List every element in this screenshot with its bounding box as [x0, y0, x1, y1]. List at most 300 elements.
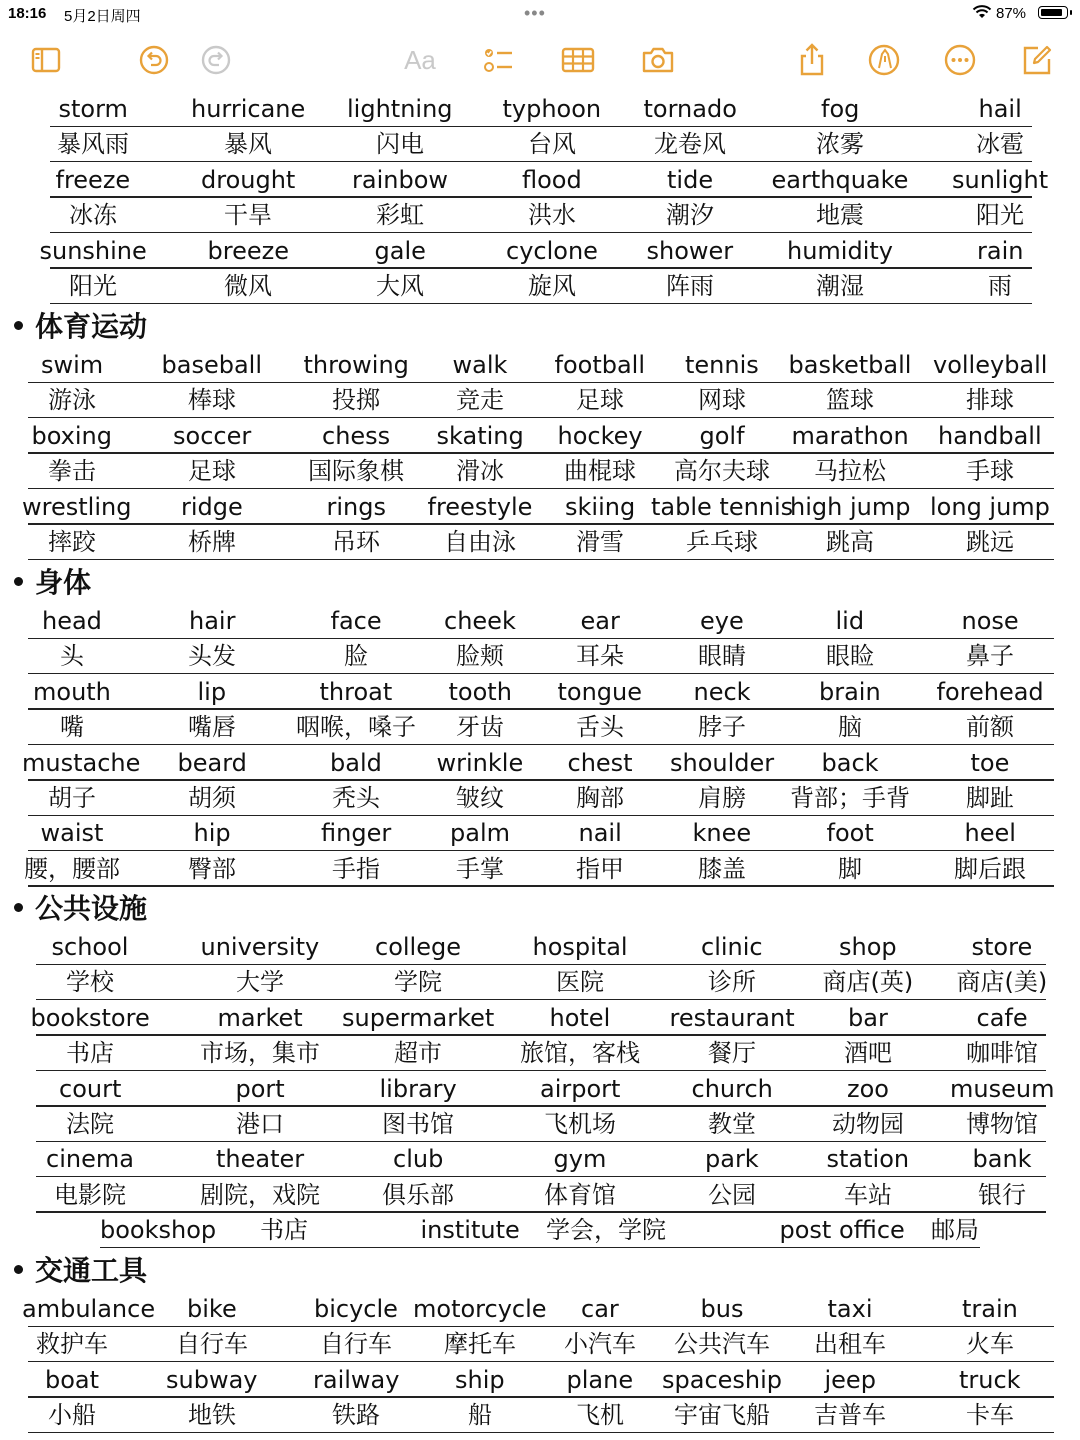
translation-cell: 脖子 — [698, 713, 746, 742]
vocab-cell: cyclone — [506, 236, 598, 265]
translation-cell: 摔跤 — [48, 528, 96, 556]
vocab-cell: heel — [964, 819, 1016, 848]
vocab-cell: foot — [826, 819, 874, 848]
section-title: 体育运动 — [35, 310, 148, 343]
vocab-cell: school — [51, 933, 129, 961]
vocab-cell: high jump — [790, 492, 911, 521]
translation-cell: 小汽车 — [564, 1330, 636, 1359]
vocab-cell: institute — [420, 1216, 520, 1245]
translation-cell: 吉普车 — [814, 1401, 886, 1430]
translation-cell: 棒球 — [188, 386, 236, 415]
translation-cell: 大风 — [376, 272, 424, 300]
vocab-cell: jeep — [824, 1365, 876, 1394]
vocab-cell: spaceship — [662, 1365, 783, 1394]
vocab-cell: supermarket — [342, 1003, 495, 1032]
vocab-cell: mustache — [22, 748, 141, 777]
vocab-cell: gale — [374, 236, 426, 265]
vocab-cell: brain — [819, 677, 881, 706]
translation-cell: 洪水 — [528, 201, 576, 230]
translation-cell: 旋风 — [528, 272, 576, 300]
vocab-cell: long jump — [930, 492, 1050, 521]
translation-cell: 脸 — [344, 642, 368, 671]
translation-cell: 微风 — [224, 272, 272, 300]
translation-cell: 马拉松 — [814, 457, 886, 486]
translation-cell: 彩虹 — [376, 201, 424, 230]
vocab-cell: airport — [540, 1074, 621, 1103]
vocab-cell: store — [971, 933, 1033, 961]
translation-cell: 火车 — [966, 1330, 1014, 1359]
vocab-cell: bicycle — [314, 1295, 398, 1323]
translation-cell: 吊环 — [332, 528, 380, 556]
vocab-cell: baseball — [161, 351, 262, 379]
translation-cell: 冰冻 — [69, 201, 117, 230]
translation-cell: 市场，集市 — [200, 1039, 320, 1068]
translation-cell: 嘴 — [60, 713, 84, 742]
translation-cell: 自行车 — [176, 1330, 248, 1359]
vocab-cell: 邮局 — [931, 1216, 979, 1245]
translation-cell: 背部；手背 — [790, 784, 910, 812]
translation-cell: 台风 — [528, 130, 576, 159]
translation-cell: 摩托车 — [444, 1330, 516, 1359]
translation-cell: 暴风 — [224, 130, 272, 159]
translation-cell: 体育馆 — [544, 1180, 616, 1209]
translation-cell: 国际象棋 — [308, 457, 404, 486]
section-heading — [14, 1252, 147, 1290]
translation-cell: 耳朵 — [576, 642, 624, 671]
translation-cell: 跳高 — [826, 528, 874, 556]
translation-cell: 足球 — [188, 457, 236, 486]
translation-cell: 滑冰 — [456, 457, 504, 486]
translation-cell: 跳远 — [966, 528, 1014, 556]
translation-cell: 商店(英) — [822, 968, 914, 997]
section-title: 公共设施 — [35, 892, 148, 925]
vocab-cell: cafe — [976, 1003, 1028, 1032]
translation-cell: 乒乓球 — [686, 528, 758, 556]
translation-cell: 手指 — [332, 854, 380, 883]
vocab-cell: lip — [197, 677, 227, 706]
translation-cell: 投掷 — [332, 386, 380, 415]
vocab-cell: neck — [693, 677, 751, 706]
translation-row — [0, 1398, 1080, 1433]
translation-cell: 船 — [468, 1401, 492, 1430]
word-row — [0, 1072, 1080, 1107]
translation-cell: 港口 — [236, 1110, 284, 1138]
translation-cell: 公共汽车 — [674, 1330, 770, 1359]
status-time: 18:16 — [8, 5, 47, 22]
vocab-cell: hail — [978, 95, 1022, 123]
translation-cell: 法院 — [66, 1110, 114, 1138]
vocab-cell: fog — [821, 95, 860, 123]
vocab-cell: forehead — [936, 677, 1044, 706]
translation-row — [0, 1327, 1080, 1362]
translation-cell: 卡车 — [966, 1401, 1014, 1430]
translation-cell: 救护车 — [36, 1330, 108, 1359]
translation-cell: 酒吧 — [844, 1039, 892, 1068]
section-title: 身体 — [35, 566, 92, 599]
vocab-cell: marathon — [791, 421, 909, 450]
translation-cell: 滑雪 — [576, 528, 624, 556]
translation-cell: 地震 — [816, 201, 864, 230]
translation-cell: 游泳 — [48, 386, 96, 415]
vocab-cell: tooth — [448, 677, 512, 706]
vocab-cell: swim — [41, 351, 104, 379]
status-date: 5月2日周四 — [64, 8, 141, 25]
vocab-cell: shower — [646, 236, 734, 265]
vocab-cell: cinema — [46, 1145, 134, 1174]
translation-cell: 嘴唇 — [188, 713, 236, 742]
translation-cell: 脑 — [838, 713, 862, 742]
translation-row — [0, 1178, 1080, 1213]
vocab-cell: market — [217, 1003, 303, 1032]
translation-cell: 自由泳 — [444, 528, 516, 556]
weather-translation-row — [0, 198, 1080, 233]
vocab-cell: skating — [436, 421, 524, 450]
word-row — [0, 604, 1080, 639]
weather-word-row — [0, 163, 1080, 198]
weather-translation-row — [0, 269, 1080, 304]
underline-rule — [28, 559, 1054, 561]
underline-rule — [50, 303, 1032, 305]
translation-cell: 咽喉，嗓子 — [296, 713, 416, 742]
translation-cell: 拳击 — [48, 457, 96, 486]
vocab-cell: 学会，学院 — [546, 1216, 666, 1245]
translation-cell: 曲棍球 — [564, 457, 636, 486]
vocab-cell: freestyle — [427, 492, 533, 521]
vocab-cell: hospital — [532, 933, 628, 961]
translation-cell: 宇宙飞船 — [674, 1401, 770, 1430]
vocab-cell: mouth — [33, 677, 111, 706]
translation-cell: 动物园 — [832, 1110, 904, 1138]
translation-cell: 脚后跟 — [954, 854, 1026, 883]
word-row — [0, 675, 1080, 710]
translation-cell: 腰，腰部 — [24, 854, 120, 883]
vocab-cell: train — [962, 1295, 1018, 1323]
translation-cell: 大学 — [236, 968, 284, 997]
vocab-cell: hotel — [549, 1003, 611, 1032]
section-heading — [14, 308, 147, 346]
vocab-cell: breeze — [207, 236, 289, 265]
translation-cell: 公园 — [708, 1180, 756, 1209]
translation-cell: 学校 — [66, 968, 114, 997]
translation-cell: 秃头 — [332, 784, 380, 812]
translation-cell: 竞走 — [456, 386, 504, 415]
translation-cell: 商店(美) — [956, 968, 1048, 997]
vocab-cell: 书店 — [260, 1216, 308, 1245]
vocab-cell: taxi — [827, 1295, 873, 1323]
translation-cell: 前额 — [966, 713, 1014, 742]
vocab-cell: throwing — [303, 351, 409, 379]
format-text-icon: Aa — [404, 44, 436, 75]
vocab-cell: bike — [187, 1295, 237, 1323]
section-heading — [14, 564, 91, 602]
vocab-cell: shop — [839, 933, 897, 961]
vocab-cell: theater — [216, 1145, 305, 1174]
underline-rule — [28, 885, 1054, 887]
vocab-cell: skiing — [565, 492, 636, 521]
translation-cell: 篮球 — [826, 386, 874, 415]
translation-cell: 飞机 — [576, 1401, 624, 1430]
vocab-cell: rainbow — [352, 165, 448, 194]
word-row — [0, 930, 1080, 965]
translation-cell: 出租车 — [814, 1330, 886, 1359]
vocab-cell: ear — [580, 607, 620, 635]
translation-cell: 阳光 — [976, 201, 1024, 230]
translation-cell: 闪电 — [376, 130, 424, 159]
translation-cell: 胡子 — [48, 784, 96, 812]
translation-cell: 眼睑 — [826, 642, 874, 671]
vocab-cell: soccer — [173, 421, 252, 450]
vocab-cell: typhoon — [502, 95, 602, 123]
word-row — [0, 816, 1080, 851]
translation-cell: 鼻子 — [966, 642, 1014, 671]
vocab-cell: chess — [322, 421, 391, 450]
translation-cell: 铁路 — [332, 1401, 380, 1430]
vocab-cell: club — [393, 1145, 444, 1174]
translation-cell: 自行车 — [320, 1330, 392, 1359]
translation-cell: 小船 — [48, 1401, 96, 1430]
word-row — [0, 419, 1080, 454]
vocab-cell: restaurant — [669, 1003, 795, 1032]
translation-cell: 银行 — [978, 1180, 1026, 1209]
translation-cell: 图书馆 — [382, 1110, 454, 1138]
vocab-cell: nail — [578, 819, 622, 848]
vocab-cell: football — [554, 351, 646, 379]
translation-cell: 干旱 — [224, 201, 272, 230]
vocab-cell: humidity — [787, 236, 893, 265]
vocab-cell: sunshine — [39, 236, 147, 265]
word-row — [0, 490, 1080, 525]
underline-rule — [28, 1432, 1054, 1434]
section-heading — [14, 890, 147, 928]
vocab-cell: drought — [201, 165, 296, 194]
translation-cell: 飞机场 — [544, 1110, 616, 1138]
vocab-cell: rain — [977, 236, 1024, 265]
translation-cell: 阳光 — [69, 272, 117, 300]
translation-row — [0, 525, 1080, 560]
vocab-cell: gym — [553, 1145, 607, 1174]
word-row — [0, 1292, 1080, 1327]
translation-cell: 手掌 — [456, 854, 504, 883]
vocab-cell: station — [826, 1145, 910, 1174]
vocab-cell: finger — [321, 819, 392, 848]
translation-cell: 眼睛 — [698, 642, 746, 671]
vocab-cell: nose — [961, 607, 1019, 635]
translation-cell: 龙卷风 — [654, 130, 726, 159]
vocab-cell: clinic — [701, 933, 763, 961]
weather-translation-row — [0, 127, 1080, 162]
vocab-cell: head — [42, 607, 102, 635]
bullet-icon — [14, 903, 23, 912]
word-row — [0, 1213, 1080, 1248]
vocab-cell: boat — [45, 1365, 100, 1394]
vocab-cell: bookstore — [30, 1003, 150, 1032]
word-row — [0, 746, 1080, 781]
translation-cell: 脚趾 — [966, 784, 1014, 812]
bullet-icon — [14, 321, 23, 330]
vocab-cell: bookshop — [100, 1216, 217, 1245]
translation-row — [0, 1107, 1080, 1142]
translation-cell: 电影院 — [54, 1180, 126, 1209]
vocab-cell: beard — [177, 748, 247, 777]
translation-row — [0, 454, 1080, 489]
multitasking-dots-icon[interactable]: ••• — [524, 3, 546, 23]
translation-cell: 雨 — [988, 272, 1012, 300]
translation-cell: 暴风雨 — [57, 130, 129, 159]
vocab-cell: waist — [40, 819, 104, 848]
vocab-cell: flood — [522, 165, 582, 194]
vocab-cell: museum — [950, 1074, 1055, 1103]
vocab-cell: lid — [835, 607, 865, 635]
vocab-cell: park — [705, 1145, 759, 1174]
vocab-cell: toe — [970, 748, 1010, 777]
vocab-cell: bus — [700, 1295, 744, 1323]
translation-cell: 潮汐 — [666, 201, 714, 230]
translation-cell: 头 — [60, 642, 84, 671]
vocab-cell: port — [235, 1074, 285, 1103]
vocab-cell: ambulance — [22, 1295, 156, 1323]
vocab-cell: back — [821, 748, 879, 777]
underline-rule — [100, 1247, 980, 1249]
vocab-cell: volleyball — [933, 351, 1048, 379]
translation-cell: 俱乐部 — [382, 1180, 454, 1209]
vocab-cell: college — [375, 933, 461, 961]
translation-row — [0, 852, 1080, 887]
translation-cell: 头发 — [188, 642, 236, 671]
translation-cell: 剧院，戏院 — [200, 1180, 320, 1209]
translation-cell: 冰雹 — [976, 130, 1024, 159]
vocab-cell: basketball — [788, 351, 912, 379]
word-row — [0, 1142, 1080, 1177]
translation-cell: 皱纹 — [456, 784, 504, 812]
translation-cell: 阵雨 — [666, 272, 714, 300]
vocab-cell: earthquake — [771, 165, 909, 194]
translation-cell: 肩膀 — [698, 784, 746, 812]
vocab-cell: court — [59, 1074, 122, 1103]
bullet-icon — [14, 577, 23, 586]
translation-cell: 脸颊 — [456, 642, 504, 671]
translation-row — [0, 965, 1080, 1000]
vocab-cell: walk — [452, 351, 508, 379]
translation-row — [0, 1036, 1080, 1071]
vocab-cell: face — [330, 607, 382, 635]
weather-word-row — [0, 234, 1080, 269]
translation-cell: 足球 — [576, 386, 624, 415]
vocab-cell: car — [581, 1295, 619, 1323]
translation-row — [0, 383, 1080, 418]
vocab-cell: truck — [959, 1365, 1021, 1394]
vocab-cell: bar — [848, 1003, 888, 1032]
translation-cell: 浓雾 — [816, 130, 864, 159]
vocab-cell: hip — [193, 819, 231, 848]
vocab-cell: palm — [450, 819, 510, 848]
vocab-cell: tide — [667, 165, 714, 194]
vocab-cell: tongue — [557, 677, 643, 706]
translation-cell: 车站 — [844, 1180, 892, 1209]
vocab-cell: bald — [330, 748, 382, 777]
vocab-cell: storm — [58, 95, 128, 123]
vocab-cell: library — [379, 1074, 457, 1103]
vocab-cell: shoulder — [670, 748, 775, 777]
vocab-cell: hockey — [557, 421, 643, 450]
vocab-cell: eye — [700, 607, 744, 635]
translation-cell: 指甲 — [576, 854, 624, 883]
vocab-cell: wrinkle — [436, 748, 524, 777]
vocab-cell: chest — [567, 748, 633, 777]
vocab-cell: cheek — [444, 607, 516, 635]
vocab-cell: subway — [166, 1365, 258, 1394]
translation-cell: 诊所 — [708, 968, 756, 997]
vocab-cell: bank — [972, 1145, 1032, 1174]
vocab-cell: tennis — [685, 351, 759, 379]
vocab-cell: hurricane — [191, 95, 306, 123]
translation-cell: 教堂 — [708, 1110, 756, 1138]
vocab-cell: rings — [326, 492, 386, 521]
translation-row — [0, 639, 1080, 674]
vocab-cell: zoo — [847, 1074, 889, 1103]
vocab-cell: plane — [566, 1365, 634, 1394]
translation-cell: 牙齿 — [456, 713, 504, 742]
vocab-cell: freeze — [55, 165, 131, 194]
vocab-cell: ship — [455, 1365, 505, 1394]
vocab-cell: table tennis — [651, 492, 794, 521]
translation-cell: 书店 — [66, 1039, 114, 1068]
vocab-cell: ridge — [181, 492, 243, 521]
vocab-cell: church — [691, 1074, 773, 1103]
translation-cell: 超市 — [394, 1039, 442, 1068]
translation-cell: 手球 — [966, 457, 1014, 486]
weather-word-row — [0, 92, 1080, 127]
translation-row — [0, 710, 1080, 745]
vocab-cell: throat — [319, 677, 393, 706]
word-row — [0, 348, 1080, 383]
translation-cell: 脚 — [838, 854, 862, 883]
vocab-cell: motorcycle — [413, 1295, 547, 1323]
translation-cell: 地铁 — [188, 1401, 236, 1430]
vocab-cell: handball — [938, 421, 1042, 450]
vocab-cell: university — [200, 933, 320, 961]
translation-cell: 博物馆 — [966, 1110, 1038, 1138]
vocab-cell: golf — [699, 421, 745, 450]
vocab-cell: knee — [692, 819, 752, 848]
vocab-cell: boxing — [31, 421, 112, 450]
translation-row — [0, 781, 1080, 816]
battery-percentage: 87% — [996, 5, 1027, 22]
section-title: 交通工具 — [35, 1254, 148, 1287]
translation-cell: 胸部 — [576, 784, 624, 812]
translation-cell: 桥牌 — [188, 528, 236, 556]
translation-cell: 膝盖 — [698, 854, 746, 883]
vocab-cell: hair — [189, 607, 236, 635]
translation-cell: 餐厅 — [708, 1039, 756, 1068]
vocab-cell: wrestling — [22, 492, 132, 521]
translation-cell: 医院 — [556, 968, 604, 997]
translation-cell: 网球 — [698, 386, 746, 415]
word-row — [0, 1363, 1080, 1398]
translation-cell: 学院 — [394, 968, 442, 997]
translation-cell: 高尔夫球 — [674, 457, 770, 486]
translation-cell: 潮湿 — [816, 272, 864, 300]
vocab-cell: sunlight — [952, 165, 1049, 194]
bullet-icon — [14, 1265, 23, 1274]
vocab-cell: tornado — [643, 95, 737, 123]
translation-cell: 胡须 — [188, 784, 236, 812]
vocab-cell: post office — [779, 1216, 905, 1245]
vocab-cell: railway — [313, 1365, 400, 1394]
translation-cell: 咖啡馆 — [966, 1039, 1038, 1068]
vocab-cell: lightning — [347, 95, 453, 123]
translation-cell: 旅馆，客栈 — [520, 1039, 640, 1068]
translation-cell: 舌头 — [576, 713, 624, 742]
